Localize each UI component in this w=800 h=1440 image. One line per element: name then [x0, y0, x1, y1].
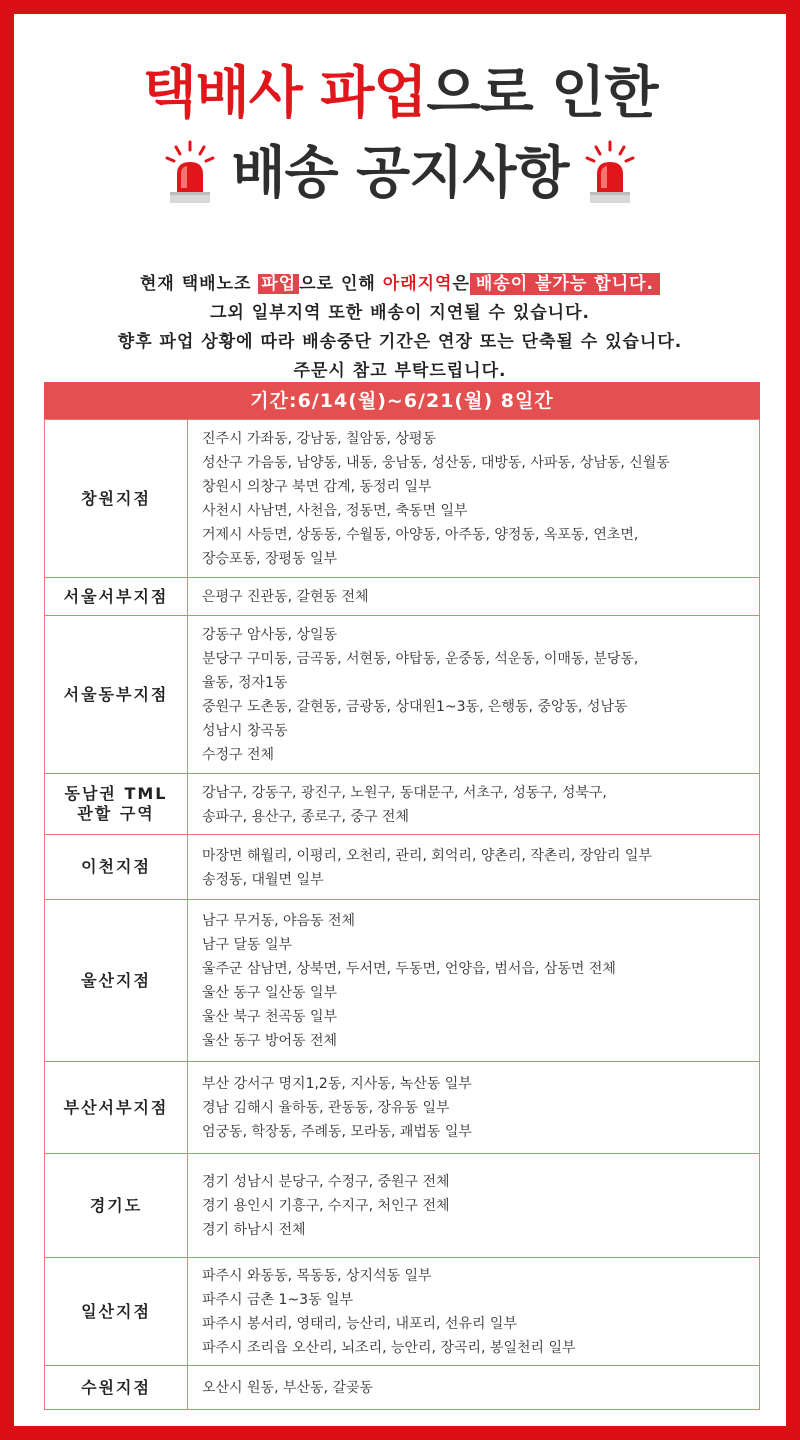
notice-line-3: 향후 파업 상황에 따라 배송중단 기간은 연장 또는 단축될 수 있습니다. — [117, 332, 683, 352]
region-list — [188, 1062, 760, 1154]
region-line: 오산시 원동, 부산동, 갈곶동 — [202, 1380, 374, 1396]
title-line-2: 배송 공지사항 — [231, 141, 569, 206]
table-row — [45, 1062, 760, 1154]
region-line: 진주시 가좌동, 강남동, 칠암동, 상평동 — [202, 431, 437, 447]
branch-name — [45, 578, 188, 616]
branch-name-line: 수원지점 — [81, 1377, 151, 1397]
branch-name-line: 부산서부지점 — [63, 1097, 169, 1117]
region-list — [188, 1366, 760, 1410]
branch-name — [45, 1154, 188, 1258]
region-line: 성남시 창곡동 — [202, 723, 288, 739]
branch-name — [45, 1366, 188, 1410]
region-line: 파주시 와동동, 목동동, 상지석동 일부 — [202, 1268, 432, 1284]
branch-name — [45, 835, 188, 900]
undeliverable-highlight: 배송이 불가능 합니다. — [470, 273, 660, 295]
region-list — [188, 774, 760, 835]
period-header: 기간:6/14(월)~6/21(월) 8일간 — [44, 382, 760, 420]
notice-line-1 — [14, 270, 786, 299]
siren-icon — [164, 140, 216, 206]
branch-name-line: 동남권 TML — [64, 784, 168, 803]
region-table — [44, 419, 760, 1410]
region-line: 수정구 전체 — [202, 747, 275, 763]
region-list — [188, 900, 760, 1062]
notice-text — [14, 270, 786, 386]
branch-name-line: 경기도 — [89, 1195, 143, 1215]
region-line: 남구 무거동, 야음동 전체 — [202, 913, 356, 929]
region-line: 울주군 삼남면, 상북면, 두서면, 두동면, 언양읍, 범서읍, 삼동면 전체 — [202, 961, 616, 977]
notice-frame — [14, 14, 786, 1426]
branch-name-line: 서울동부지점 — [63, 684, 169, 704]
branch-name-line: 일산지점 — [81, 1301, 151, 1321]
region-list — [188, 1154, 760, 1258]
region-line: 경기 용인시 기흥구, 수지구, 처인구 전체 — [202, 1198, 450, 1214]
region-line: 파주시 조리읍 오산리, 뇌조리, 능안리, 장곡리, 봉일천리 일부 — [202, 1340, 576, 1356]
region-line: 파주시 금촌 1~3동 일부 — [202, 1292, 354, 1308]
region-line: 창원시 의창구 북면 감계, 동정리 일부 — [202, 479, 432, 495]
region-line: 중원구 도촌동, 갈현동, 금광동, 상대원1~3동, 은행동, 중앙동, 성남동 — [202, 699, 628, 715]
notice-line-4: 주문시 참고 부탁드립니다. — [293, 361, 507, 381]
region-line: 성산구 가음동, 남양동, 내동, 웅남동, 성산동, 대방동, 사파동, 상남동, 신월동 — [202, 455, 670, 471]
region-line: 장승포동, 장평동 일부 — [202, 551, 338, 567]
branch-name — [45, 900, 188, 1062]
branch-name-line: 관할 구역 — [77, 804, 155, 823]
table-row — [45, 578, 760, 616]
branch-name — [45, 616, 188, 774]
region-line: 송정동, 대월면 일부 — [202, 871, 324, 888]
region-list — [188, 420, 760, 578]
table-row — [45, 1154, 760, 1258]
notice-line-2: 그외 일부지역 또한 배송이 지연될 수 있습니다. — [210, 303, 590, 323]
siren-icon — [584, 140, 636, 206]
region-list — [188, 835, 760, 900]
strike-highlight: 파업 — [258, 274, 299, 294]
region-line: 사천시 사남면, 사천읍, 정동면, 축동면 일부 — [202, 503, 468, 519]
region-line: 경기 성남시 분당구, 수정구, 중원구 전체 — [202, 1174, 450, 1190]
notice-text-part: 현재 택배노조 — [140, 274, 259, 294]
region-line: 남구 달동 일부 — [202, 937, 293, 953]
branch-name-line: 울산지점 — [81, 970, 151, 990]
region-line: 울산 동구 방어동 전체 — [202, 1033, 338, 1049]
region-line: 경기 하남시 전체 — [202, 1222, 306, 1238]
region-list — [188, 1258, 760, 1366]
region-list — [188, 616, 760, 774]
region-line: 부산 강서구 명지1,2동, 지사동, 녹산동 일부 — [202, 1076, 472, 1092]
table-row — [45, 616, 760, 774]
title-reason: 으로 인한 — [426, 61, 658, 126]
region-line: 울산 동구 일산동 일부 — [202, 985, 338, 1001]
region-line: 파주시 봉서리, 영태리, 능산리, 내포리, 선유리 일부 — [202, 1316, 517, 1332]
region-line: 분당구 구미동, 금곡동, 서현동, 야탑동, 운중동, 석운동, 이매동, 분당동, — [202, 651, 639, 667]
branch-name-line: 이천지점 — [81, 857, 151, 876]
region-line: 엄궁동, 학장동, 주례동, 모라동, 괘법동 일부 — [202, 1124, 472, 1140]
region-line: 강동구 암사동, 상일동 — [202, 627, 338, 643]
region-list — [188, 578, 760, 616]
branch-name-line: 서울서부지점 — [63, 586, 169, 606]
region-line: 송파구, 용산구, 종로구, 중구 전체 — [202, 808, 409, 825]
region-line: 은평구 진관동, 갈현동 전체 — [202, 589, 369, 605]
branch-name — [45, 420, 188, 578]
branch-name — [45, 774, 188, 835]
table-row — [45, 835, 760, 900]
title-strike: 택배사 파업 — [142, 61, 427, 126]
title-line-1 — [14, 62, 786, 126]
branch-name — [45, 1062, 188, 1154]
table-row — [45, 1258, 760, 1366]
notice-text-part: 은 — [452, 274, 470, 294]
table-row — [45, 1366, 760, 1410]
region-line: 울산 북구 천곡동 일부 — [202, 1009, 338, 1025]
region-line: 율동, 정자1동 — [202, 675, 288, 691]
table-row — [45, 774, 760, 835]
region-line: 거제시 사등면, 상동동, 수월동, 아양동, 아주동, 양정동, 옥포동, 연초면, — [202, 527, 639, 543]
region-line: 마장면 해월리, 이평리, 오천리, 관리, 회억리, 양촌리, 작촌리, 장암리 일부 — [202, 847, 652, 864]
notice-text-part: 으로 인해 — [299, 274, 383, 294]
branch-name-line: 창원지점 — [81, 488, 151, 508]
region-line: 강남구, 강동구, 광진구, 노원구, 동대문구, 서초구, 성동구, 성북구, — [202, 784, 607, 801]
table-row — [45, 900, 760, 1062]
branch-name — [45, 1258, 188, 1366]
region-line: 경남 김해시 율하동, 관동동, 장유동 일부 — [202, 1100, 450, 1116]
table-row — [45, 420, 760, 578]
area-highlight: 아래지역 — [382, 274, 453, 294]
